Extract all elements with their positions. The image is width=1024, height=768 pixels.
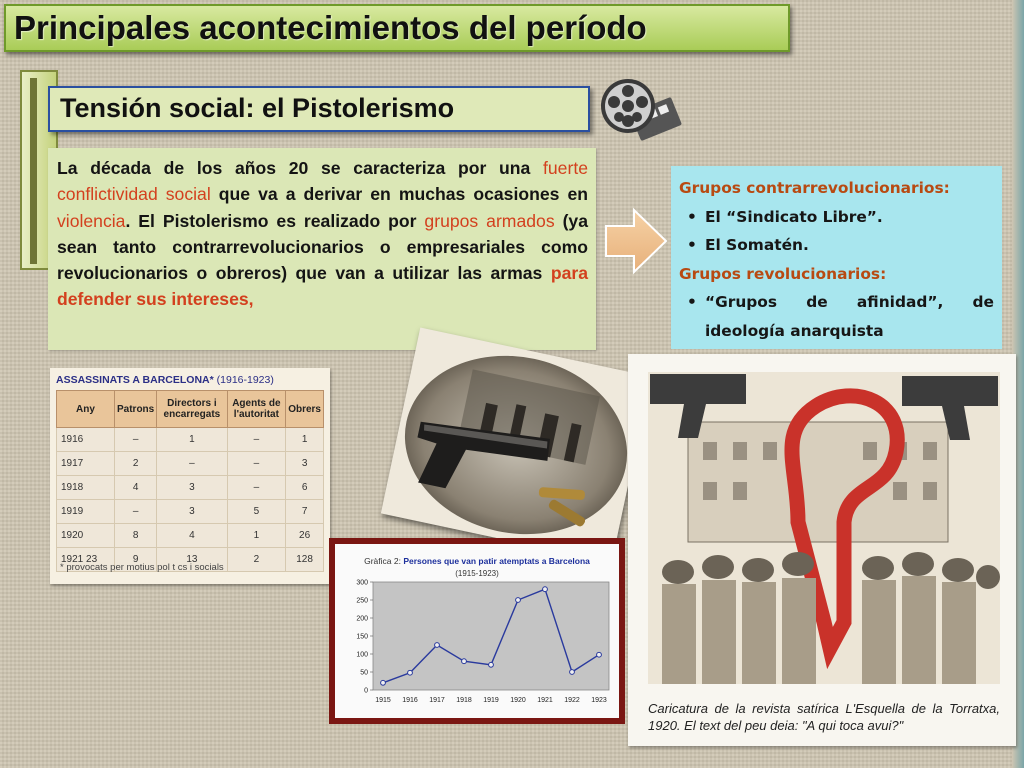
table-header: Obrers (286, 391, 324, 428)
table-cell: 3 (157, 500, 227, 524)
table-cell: 5 (227, 500, 286, 524)
pistol-photo (381, 328, 651, 563)
chart-subtitle: (1915-1923) (455, 569, 499, 578)
data-point (489, 662, 494, 667)
data-point (381, 680, 386, 685)
x-tick-label: 1920 (510, 697, 526, 704)
attacks-chart (335, 544, 619, 718)
table-cell: – (115, 428, 157, 452)
x-tick-label: 1921 (537, 697, 553, 704)
table-cell: 9 (115, 548, 157, 572)
data-point (516, 598, 521, 603)
table-header: Patrons (115, 391, 157, 428)
y-tick-label: 250 (356, 597, 368, 605)
main-paragraph: La década de los años 20 se caracteriza por una fuerte conflictividad social que va a derivar en muchas ocasiones en violencia. El Pistolerismo es realizado por grupos armados (ya sean tanto contrarrevolucionarios o empresariales como revolucionarios o obreros) que van a utilizar las armas para defender sus intereses, (57, 158, 588, 310)
table-row (57, 500, 324, 524)
counter-revolutionary-list (679, 203, 994, 260)
x-tick-label: 1915 (375, 697, 391, 704)
y-tick-label: 300 (356, 579, 368, 587)
assassinations-table (56, 390, 324, 572)
title-banner (4, 4, 790, 52)
data-point (597, 652, 602, 657)
table-cell: 3 (157, 476, 227, 500)
table-cell: – (157, 452, 227, 476)
table-cell: 7 (286, 500, 324, 524)
table-cell: – (115, 500, 157, 524)
caricature-drawing-svg (648, 372, 1000, 684)
table-header: Directors i encarregats (157, 391, 227, 428)
caricature-drawing (648, 372, 1000, 684)
list-item: • El Somatén. (679, 231, 994, 260)
right-arrow-icon (604, 206, 668, 276)
x-tick-label: 1918 (456, 697, 472, 704)
revolutionary-heading: Grupos revolucionarios: (679, 264, 887, 283)
y-tick-label: 100 (356, 651, 368, 659)
y-tick-label: 50 (360, 669, 368, 677)
table-cell: 1918 (57, 476, 115, 500)
table-cell: – (227, 428, 286, 452)
data-point (543, 587, 548, 592)
table-cell: 1 (157, 428, 227, 452)
table-cell: 13 (157, 548, 227, 572)
x-tick-label: 1923 (591, 697, 607, 704)
assassinations-table-image (50, 368, 330, 584)
table-footnote: * provocats per motius pol t cs i socials (60, 562, 224, 573)
counter-revolutionary-heading: Grupos contrarrevolucionarios: (679, 179, 950, 197)
table-cell: 1 (227, 524, 286, 548)
table-cell: 2 (115, 452, 157, 476)
table-cell: 1921 23 (57, 548, 115, 572)
caricature-image (628, 354, 1016, 746)
table-cell: – (227, 452, 286, 476)
table-cell: 1920 (57, 524, 115, 548)
table-header: Agents de l'autoritat (227, 391, 286, 428)
table-cell: 1 (286, 428, 324, 452)
data-point (408, 670, 413, 675)
chart-title: Gràfica 2: Persones que van patir atemptats a Barcelona (364, 556, 590, 566)
table-title: ASSASSINATS A BARCELONA* (1916-1923) (56, 374, 274, 386)
table-cell: 1919 (57, 500, 115, 524)
table-cell: 1917 (57, 452, 115, 476)
decorative-side-bar-inner (30, 78, 37, 264)
pistol-photo-image (381, 328, 651, 563)
table-cell: 2 (227, 548, 286, 572)
table-cell: 1916 (57, 428, 115, 452)
y-tick-label: 150 (356, 633, 368, 641)
x-tick-label: 1916 (402, 697, 418, 704)
table-cell: 6 (286, 476, 324, 500)
section-subtitle: Tensión social: el Pistolerismo (60, 93, 455, 123)
table-cell: 3 (286, 452, 324, 476)
chart-plot (335, 544, 619, 718)
table-header: Any (57, 391, 115, 428)
subtitle-banner (48, 86, 590, 132)
list-item: • “Grupos de afinidad”, de ideología anarquista (679, 288, 994, 345)
page-title: Principales acontecimientos del período (14, 9, 647, 46)
table-row (57, 524, 324, 548)
table-row (57, 452, 324, 476)
table-cell: 8 (115, 524, 157, 548)
table-cell: 26 (286, 524, 324, 548)
data-point (435, 643, 440, 648)
y-tick-label: 200 (356, 615, 368, 623)
table-cell: 4 (115, 476, 157, 500)
table-row (57, 428, 324, 452)
film-reel-icon (598, 74, 682, 142)
table-row (57, 476, 324, 500)
data-point (570, 670, 575, 675)
x-tick-label: 1917 (429, 697, 445, 704)
table-cell: – (227, 476, 286, 500)
groups-panel (671, 166, 1002, 349)
y-tick-label: 0 (364, 687, 368, 695)
table-cell: 128 (286, 548, 324, 572)
x-tick-label: 1922 (564, 697, 580, 704)
main-text-box (48, 148, 596, 350)
revolutionary-list (679, 288, 994, 345)
x-tick-label: 1919 (483, 697, 499, 704)
chart-frame (329, 538, 625, 724)
table-cell: 4 (157, 524, 227, 548)
list-item: • El “Sindicato Libre”. (679, 203, 994, 232)
caricature-caption: Caricatura de la revista satírica L'Esquella de la Torratxa, 1920. El text del peu deia: "A qui toca avui?" (648, 701, 1000, 733)
data-point (462, 659, 467, 664)
